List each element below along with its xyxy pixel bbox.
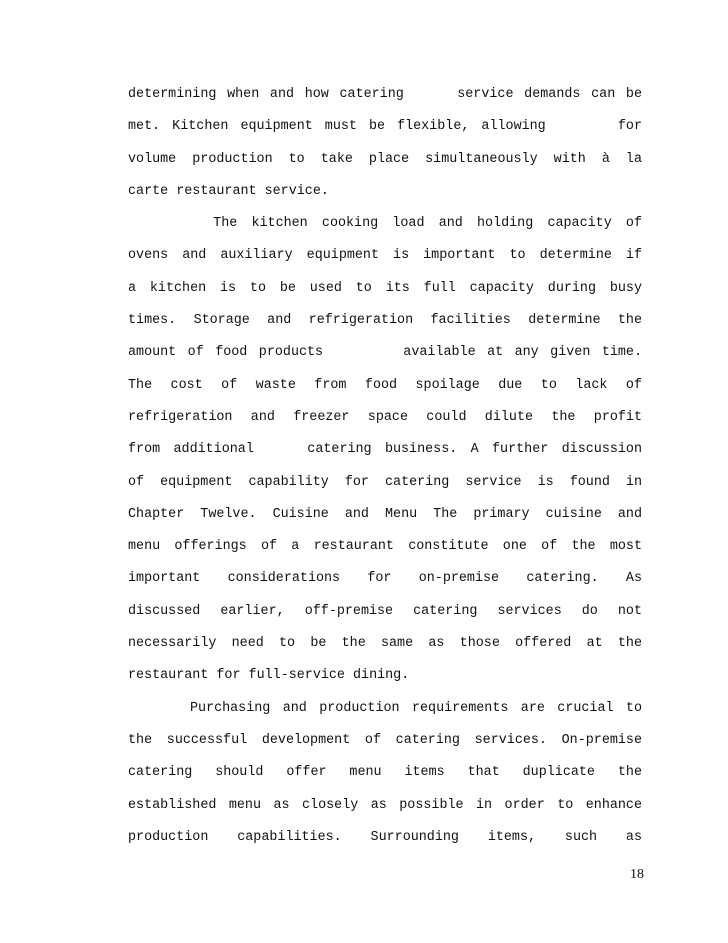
text-line: carte restaurant service. <box>128 184 329 199</box>
text-line: discussed earlier, off-premise catering services do not <box>128 604 642 619</box>
text-line: a kitchen is to be used to its full capacity during busy <box>128 281 642 296</box>
text-line: necessarily need to be the same as those offered at the <box>128 636 642 651</box>
text-line: restaurant for full-service dining. <box>128 668 410 683</box>
text-line: determining when and how catering service demands can be <box>128 87 642 102</box>
text-line: of equipment capability for catering service is found in <box>128 475 642 490</box>
text-line: catering should offer menu items that duplicate the <box>128 765 642 780</box>
text-line: menu offerings of a restaurant constitute one of the most <box>128 539 642 554</box>
text-line: from additional catering business. A further discussion <box>128 442 642 457</box>
text-line: The kitchen cooking load and holding capacity of <box>128 216 642 231</box>
text-line: volume production to take place simultaneously with à la <box>128 152 642 167</box>
text-line: established menu as closely as possible in order to enhance <box>128 798 642 813</box>
text-line: met. Kitchen equipment must be flexible, allowing for <box>128 119 642 134</box>
text-line: The cost of waste from food spoilage due to lack of <box>128 378 642 393</box>
text-line: the successful development of catering services. On-premise <box>128 733 642 748</box>
text-line: ovens and auxiliary equipment is important to determine if <box>128 248 642 263</box>
text-line: refrigeration and freezer space could dilute the profit <box>128 410 642 425</box>
text-line: Purchasing and production requirements are crucial to <box>128 701 642 716</box>
text-line: times. Storage and refrigeration facilities determine the <box>128 313 642 328</box>
text-line: important considerations for on-premise catering. As <box>128 571 642 586</box>
text-line: Chapter Twelve. Cuisine and Menu The primary cuisine and <box>128 507 642 522</box>
page-number: 18 <box>630 867 644 882</box>
text-line: production capabilities. Surrounding items, such as <box>128 830 642 845</box>
text-line: amount of food products available at any given time. <box>128 345 642 360</box>
